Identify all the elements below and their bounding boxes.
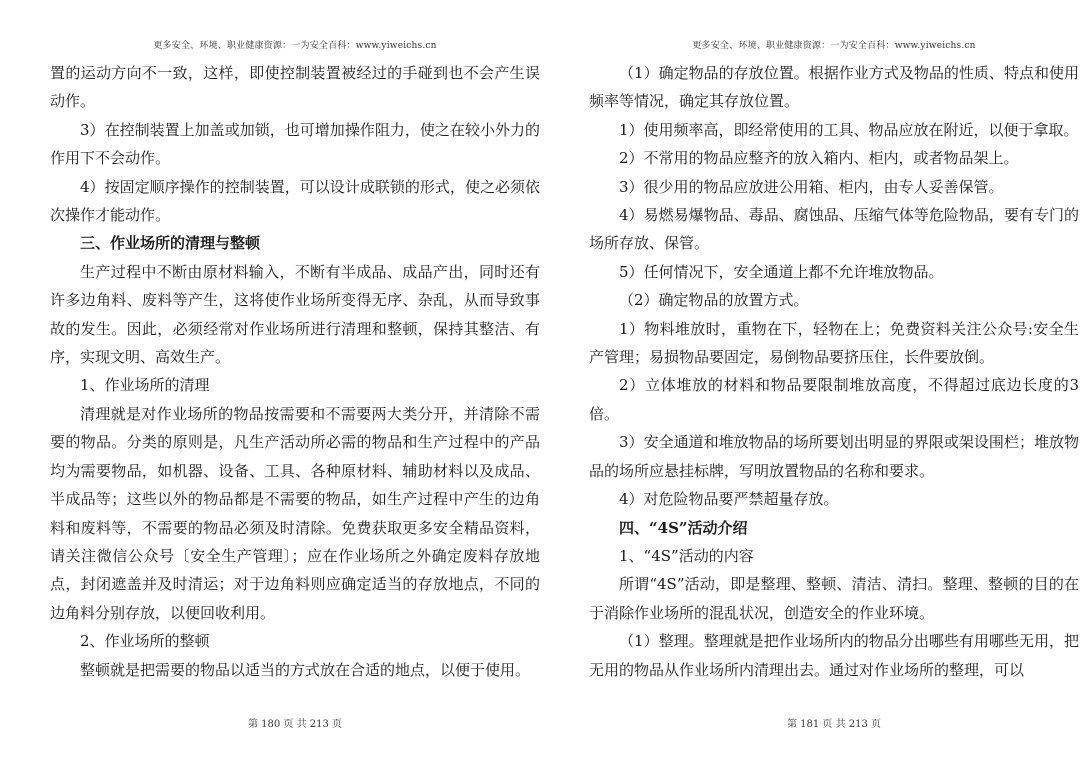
left-page bbox=[50, 0, 540, 763]
page-body bbox=[589, 59, 1079, 684]
paragraph: 4）对危险物品要严禁超量存放。 bbox=[619, 490, 839, 509]
paragraph: 4）易燃易爆物品、毒品、腐蚀品、压缩气体等危险物品，要有专门的场所存放、保管。 bbox=[589, 206, 1079, 253]
paragraph: 清理就是对作业场所的物品按需要和不需要两大类分开，并清除不需要的物品。分类的原则是，凡生产活动所必需的物品和生产过程中的产品均为需要物品，如机器、设备、工具、各种原材料、辅助材料以及成品、半成品等；这些以外的物品都是不需要的物品，如生产过程中产生的边角料和废料等，不需要的物品必须及时清除。免费获取更多安全精品资料，请关注微信公众号〔安全生产管理〕；应在作业场所之外确定废料存放地点，封闭遮盖并及时清运；对于边角料则应确定适当的存放地点，不同的边角料分别存放，以便回收利用。 bbox=[50, 404, 540, 622]
paragraph: （1）确定物品的存放位置。根据作业方式及物品的性质、特点和使用频率等情况，确定其存放位置。 bbox=[589, 64, 1079, 111]
paragraph: 1）使用频率高，即经常使用的工具、物品应放在附近，以便于拿取。 bbox=[619, 120, 1079, 139]
paragraph: 5）任何情况下，安全通道上都不允许堆放物品。 bbox=[619, 262, 944, 281]
page-body bbox=[50, 59, 540, 684]
paragraph: 4）按固定顺序操作的控制装置，可以设计成联锁的形式，使之必须依次操作才能动作。 bbox=[50, 177, 540, 225]
subsection-heading: 1、“4S”活动的内容 bbox=[619, 546, 754, 565]
paragraph: （2）确定物品的放置方式。 bbox=[619, 291, 809, 310]
page-number: 第 180 页 共 213 页 bbox=[247, 719, 343, 730]
paragraph: 2）立体堆放的材料和物品要限制堆放高度，不得超过底边长度的3倍。 bbox=[589, 376, 1079, 423]
subsection-heading: 2、作业场所的整顿 bbox=[80, 632, 210, 651]
paragraph: 3）在控制装置上加盖或加锁，也可增加操作阻力，使之在较小外力的作用下不会动作。 bbox=[50, 120, 540, 168]
page-header: 更多安全、环境、职业健康资源：一为安全百科：www.yiweichs.cn bbox=[153, 41, 437, 51]
page-header: 更多安全、环境、职业健康资源：一为安全百科：www.yiweichs.cn bbox=[692, 41, 976, 51]
page-number: 第 181 页 共 213 页 bbox=[786, 719, 882, 730]
subsection-heading: 1、作业场所的清理 bbox=[80, 376, 210, 395]
paragraph: 3）很少用的物品应放进公用箱、柜内，由专人妥善保管。 bbox=[619, 177, 1004, 196]
section-heading: 三、作业场所的清理与整顿 bbox=[80, 234, 261, 253]
paragraph: 1）物料堆放时，重物在下，轻物在上；免费资料关注公众号:安全生产管理；易损物品要固定，易倒物品要挤压住，长件要放倒。 bbox=[589, 319, 1079, 367]
paragraph: 所谓“4S”活动，即是整理、整顿、清洁、清扫。整理、整顿的目的在于消除作业场所的混乱状况，创造安全的作业环境。 bbox=[589, 575, 1079, 622]
paragraph: 3）安全通道和堆放物品的场所要划出明显的界限或架设围栏；堆放物品的场所应悬挂标牌，写明放置物品的名称和要求。 bbox=[589, 433, 1079, 480]
paragraph: 生产过程中不断由原材料输入，不断有半成品、成品产出，同时还有许多边角料、废料等产生，这将使作业场所变得无序、杂乱，从而导致事故的发生。因此，必须经常对作业场所进行清理和整顿，保持其整洁、有序，实现文明、高效生产。 bbox=[50, 262, 540, 367]
paragraph: 整顿就是把需要的物品以适当的方式放在合适的地点，以便于使用。 bbox=[80, 660, 531, 679]
right-page bbox=[589, 0, 1079, 763]
paragraph: 2）不常用的物品应整齐的放入箱内、柜内，或者物品架上。 bbox=[619, 149, 1019, 168]
paragraph: （1）整理。整理就是把作业场所内的物品分出哪些有用哪些无用，把无用的物品从作业场所内清理出去。通过对作业场所的整理，可以 bbox=[589, 632, 1079, 679]
paragraph: 置的运动方向不一致，这样，即使控制装置被经过的手碰到也不会产生误动作。 bbox=[50, 64, 540, 111]
section-heading: 四、“4S”活动介绍 bbox=[619, 518, 748, 537]
